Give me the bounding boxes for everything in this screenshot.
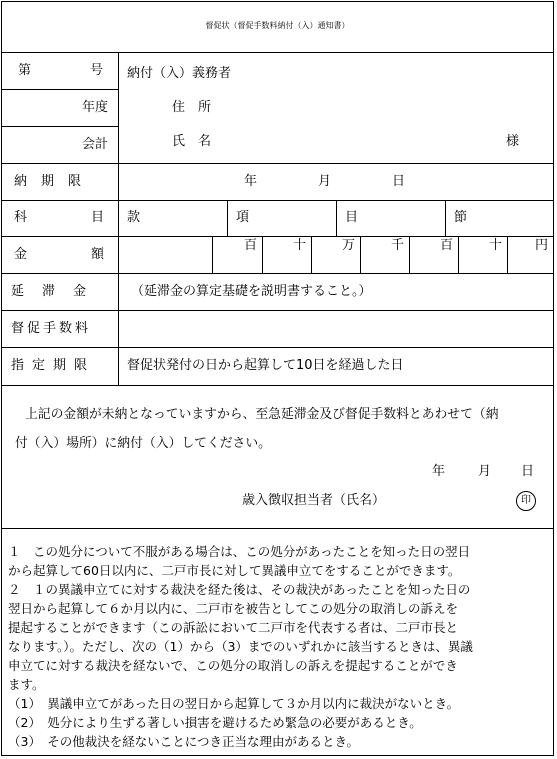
honorific: 様 [506, 134, 520, 149]
rule [336, 200, 337, 236]
amount-unit: 千 [391, 238, 405, 253]
label-fiscal-year: 年度 [82, 100, 109, 115]
label-account: 会計 [82, 137, 109, 152]
rule [262, 236, 263, 273]
amount-unit: 百 [244, 238, 258, 253]
remark-line: １ この処分について不服がある場合は、この処分があったことを知った日の翌日 [8, 544, 471, 559]
rule [1, 273, 554, 274]
rule [212, 236, 213, 273]
rule [1, 200, 554, 201]
rule [1, 236, 554, 237]
rule [445, 200, 446, 236]
officer-label: 歳入徴収担当者（氏名） [242, 493, 386, 508]
due-year: 年 [244, 174, 258, 189]
notice-line: 付（入）場所）に納付（入）してください。 [15, 436, 271, 451]
notice-day: 日 [521, 464, 535, 479]
subject-kou: 項 [236, 210, 250, 225]
subject-kan: 款 [127, 210, 141, 225]
remark-line: （3） その他裁決を経ないことにつき正当な理由があるとき。 [8, 734, 359, 749]
rule [118, 52, 119, 385]
rule [1, 163, 554, 164]
rule [360, 236, 361, 273]
rule [1, 310, 554, 311]
rule [1, 347, 554, 348]
label-number-suffix: 号 [90, 63, 104, 78]
due-day: 日 [392, 174, 406, 189]
remark-line: 提起することができます（この訴訟において二戸市を代表する者は、二戸市長と [8, 620, 459, 635]
label-amount: 金 額 [14, 247, 104, 262]
label-designated-deadline: 指定期限 [11, 358, 96, 373]
rule [1, 126, 118, 127]
rule [1, 385, 554, 386]
late-fee-note: （延滞金の算定基礎を説明書すること。） [131, 284, 372, 299]
rule [507, 236, 508, 273]
remark-line: 申立てに対する裁決を経ないで、この処分の取消しの訴えを提起することができ [8, 658, 458, 673]
label-late-fee: 延滞金 [11, 284, 105, 299]
amount-unit: 十 [293, 238, 307, 253]
remark-line: 翌日から起算して６か月以内に、二戸市を被告としてこの処分の取消しの訴えを [8, 601, 459, 616]
notice-line: 上記の金額が未納となっていますから、至急延滞金及び督促手数料とあわせて（納 [25, 407, 499, 422]
rule [311, 236, 312, 273]
amount-unit: 万 [342, 238, 356, 253]
label-due-date: 納期限 [14, 174, 96, 189]
rule [1, 52, 554, 53]
rule [1, 89, 118, 90]
remark-line: ２ １の異議申立てに対する裁決を経た後は、その裁決があったことを知った日の [8, 582, 471, 597]
subject-setsu: 節 [454, 210, 468, 225]
remark-line: （2） 処分により生ずる著しい損害を避けるため緊急の必要があるとき。 [8, 715, 422, 730]
remark-line: から起算して60日以内に、二戸市長に対して異議申立てをすることができます。 [8, 563, 461, 578]
amount-unit: 円 [535, 238, 549, 253]
due-month: 月 [318, 174, 332, 189]
rule [227, 200, 228, 236]
address-label: 住 所 [172, 100, 212, 115]
label-demand-fee: 督促手数料 [11, 321, 92, 336]
subject-moku: 目 [345, 210, 359, 225]
amount-unit: 十 [489, 238, 503, 253]
remark-line: ます。 [8, 677, 45, 692]
rule [409, 236, 410, 273]
remark-line: なります。）。ただし、次の（1）から（3）までのいずれかに該当するときは、異議 [8, 639, 473, 654]
label-subject: 科 目 [14, 210, 104, 225]
rule [458, 236, 459, 273]
form-title: 督促状（督促手数料納付（入）通知書） [205, 21, 350, 30]
amount-unit: 百 [440, 238, 454, 253]
name-label: 氏 名 [172, 134, 212, 149]
deadline-text: 督促状発付の日から起算して10日を経過した日 [127, 358, 404, 373]
notice-month: 月 [478, 464, 492, 479]
seal-mark: 印 [516, 491, 536, 511]
notice-year: 年 [432, 464, 446, 479]
label-number-prefix: 第 [18, 63, 32, 78]
rule [1, 528, 554, 529]
payer-heading: 納付（入）義務者 [127, 66, 232, 81]
remark-line: （1） 異議申立てがあった日の翌日から起算して３か月以内に裁決がないとき。 [8, 696, 460, 711]
